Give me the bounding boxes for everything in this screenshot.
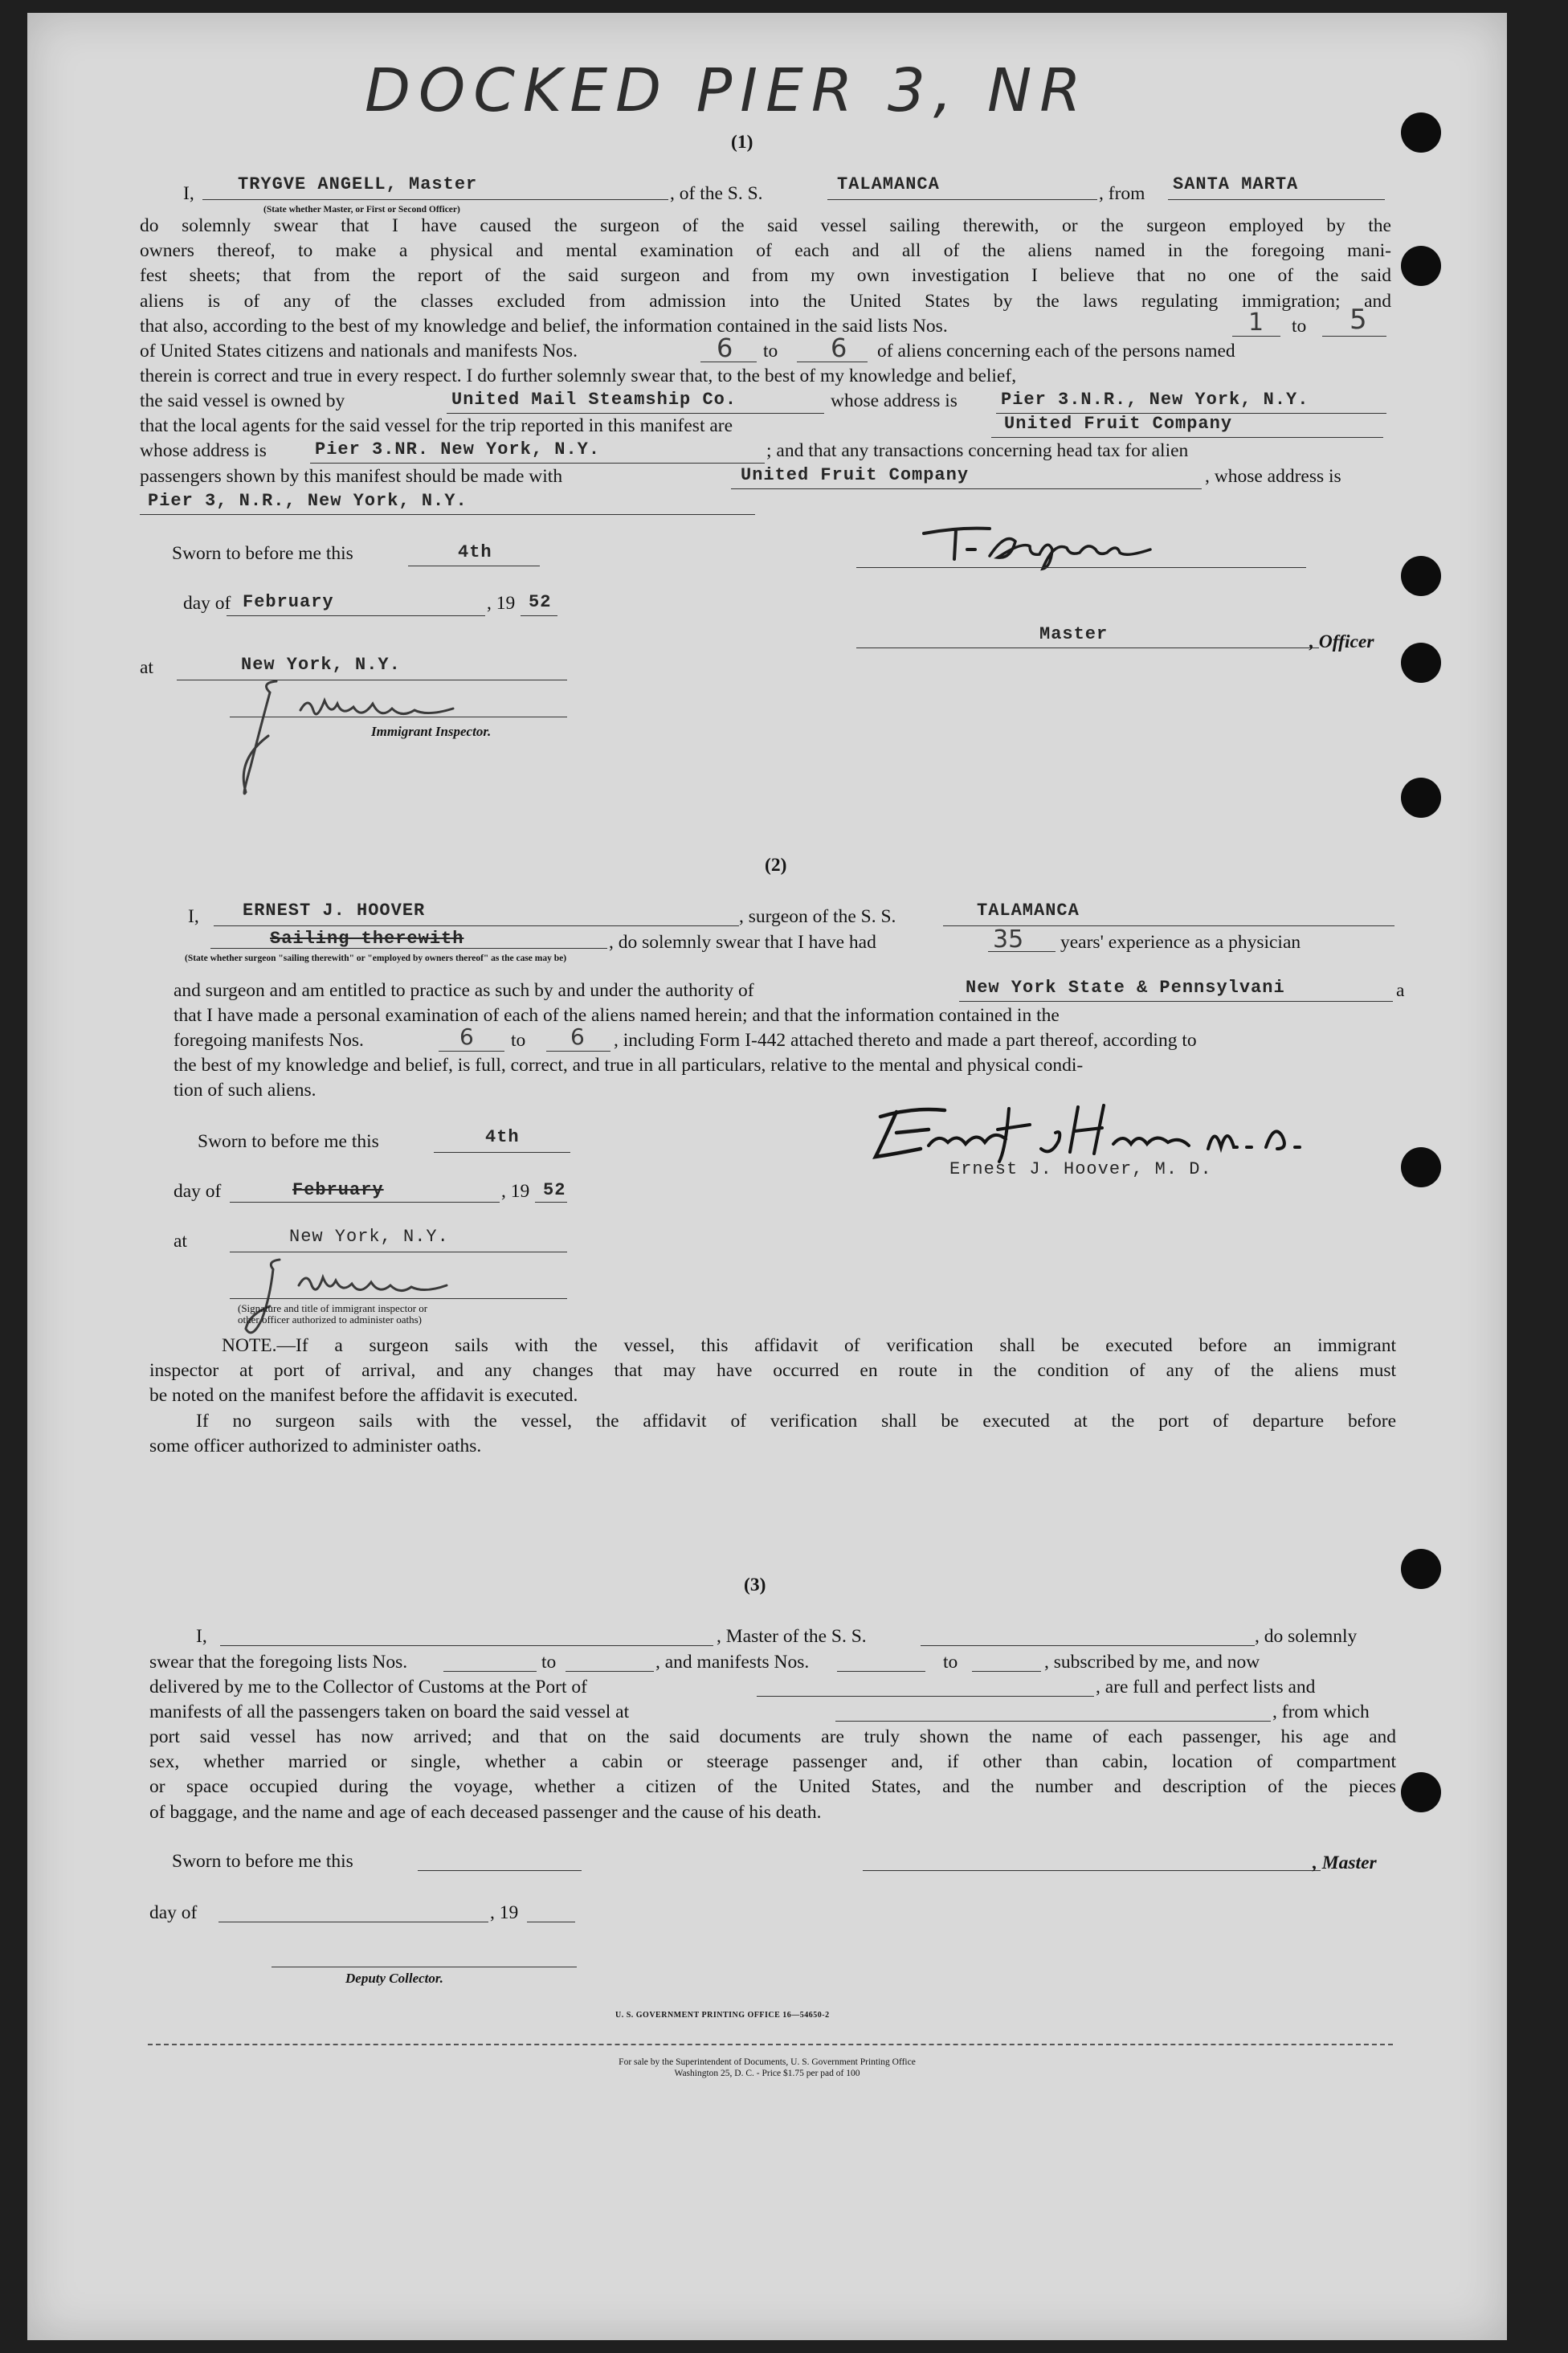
headtax-party-value: United Fruit Company [741, 465, 970, 485]
sec2-authority-text: and surgeon and am entitled to practice as such by and under the authority of [174, 980, 754, 1001]
sec3-solemnly-label: , do solemnly [1255, 1626, 1358, 1647]
sec3-i-label: I, [196, 1626, 207, 1647]
binder-hole [1401, 1147, 1441, 1187]
sec3-master-name-line [220, 1645, 713, 1646]
lists-from-value: 1 [1248, 308, 1264, 337]
agents-value: United Fruit Company [1004, 414, 1233, 434]
sec1-at-label: at [140, 657, 153, 678]
inspector-2-caption-1: (Signature and title of immigrant inspector or [238, 1302, 428, 1314]
sec2-tion-text: tion of such aliens. [174, 1080, 316, 1101]
sec1-sworn-month: February [243, 592, 334, 612]
sec1-sworn-day: 4th [458, 542, 492, 562]
authority-line [959, 1001, 1393, 1002]
master-signature [909, 509, 1247, 574]
sec1-correct-text: therein is correct and true in every respect. I do further solemnly swear that, to the best of my knowledge and belief, [140, 366, 1017, 386]
footer-sale-line: For sale by the Superintendent of Documents, U. S. Government Printing Office [619, 2057, 916, 2067]
sec2-examination-text: that I have made a personal examination of each of the aliens named herein; and that the information contained in the [174, 1005, 1060, 1026]
inspector-2-signature-line [230, 1298, 567, 1299]
agents-address-line [310, 463, 765, 464]
sec2-year-suffix: 52 [543, 1180, 566, 1200]
agents-address-value: Pier 3.NR. New York, N.Y. [315, 439, 601, 460]
sec2-manifests-from-value: 6 [459, 1023, 474, 1050]
headtax-address-line [140, 514, 755, 515]
sec2-foregoing-text: foregoing manifests Nos. [174, 1030, 364, 1051]
sec1-year-prefix: , 19 [487, 593, 516, 614]
sec3-subscribed-label: , subscribed by me, and now [1044, 1652, 1260, 1673]
sec1-owned-text: the said vessel is owned by [140, 390, 345, 411]
owner-value: United Mail Steamship Co. [451, 390, 737, 410]
sec3-oath-line: or space occupied during the voyage, whether a citizen of the United States, and the number and description of the pieces [149, 1776, 1396, 1798]
sec1-sworn-place: New York, N.Y. [241, 655, 401, 675]
master-signature-line [856, 567, 1306, 568]
sec3-lists-to-label: to [541, 1652, 557, 1673]
master-name-value: TRYGVE ANGELL, Master [238, 174, 478, 194]
sec3-manifests-of-label: manifests of all the passengers taken on board the said vessel at [149, 1701, 630, 1722]
sec3-master-signature-line [863, 1870, 1321, 1871]
sec3-lists-from-line [443, 1671, 537, 1672]
sec2-manifests-to-value: 6 [570, 1023, 585, 1050]
headtax-party-line [731, 488, 1202, 489]
manifests-to-label: to [763, 341, 778, 362]
master-title-line [856, 647, 1319, 648]
sec2-i-label: I, [188, 906, 199, 927]
sec3-lists-label: swear that the foregoing lists Nos. [149, 1652, 408, 1673]
lists-to-value: 5 [1350, 304, 1367, 336]
sec1-aliens-text: of aliens concerning each of the persons named [877, 341, 1235, 362]
vessel-value: TALAMANCA [837, 174, 940, 194]
years-line [988, 951, 1056, 952]
sec2-at-label: at [174, 1231, 187, 1252]
inspector-2-caption-2: other officer authorized to administer oaths) [238, 1313, 422, 1326]
sec2-sworn-label: Sworn to before me this [198, 1131, 379, 1152]
master-title-value: Master [1039, 624, 1109, 644]
surgeon-signature-typed: Ernest J. Hoover, M. D. [949, 1159, 1212, 1179]
sec1-lists-text: that also, according to the best of my knowledge and belief, the information contained in the said lists Nos. [140, 316, 948, 337]
sec2-manifests-from-line [439, 1051, 504, 1052]
manifests-to-value: 6 [831, 333, 847, 363]
sailing-value: Sailing therewith [270, 929, 464, 949]
authority-value: New York State & Pennsylvani [966, 978, 1285, 998]
years-value: 35 [993, 925, 1024, 954]
sec3-delivered-label: delivered by me to the Collector of Customs at the Port of [149, 1677, 587, 1697]
sec2-note-line: some officer authorized to administer oaths. [149, 1435, 482, 1456]
master-name-caption: (State whether Master, or First or Second Officer) [263, 205, 460, 214]
sec3-manifests-to-line [972, 1671, 1041, 1672]
sec1-sworn-month-line [227, 615, 485, 616]
sec3-collector-caption: Deputy Collector. [345, 1971, 443, 1986]
binder-hole [1401, 556, 1441, 596]
section-2-number: (2) [765, 855, 787, 876]
sec1-sworn-label: Sworn to before me this [172, 543, 353, 564]
sec3-year-prefix: , 19 [490, 1902, 519, 1923]
sec3-port-line [757, 1696, 1094, 1697]
vessel-line [827, 199, 1097, 200]
from-label: , from [1099, 183, 1145, 204]
sec3-sworn-label: Sworn to before me this [172, 1851, 353, 1872]
sec3-manifests-label: , and manifests Nos. [655, 1652, 810, 1673]
manifest-affidavit-sheet [27, 13, 1507, 2340]
authority-suffix: a [1396, 980, 1405, 1001]
sec2-note-line: inspector at port of arrival, and any changes that may have occurred en route in the condition of any of the aliens must [149, 1360, 1396, 1382]
officer-caption: , Officer [1309, 631, 1374, 652]
of-ss-label: , of the S. S. [670, 183, 763, 204]
sec3-master-caption: , Master [1313, 1853, 1377, 1873]
binder-hole [1401, 778, 1441, 818]
sec2-vessel-value: TALAMANCA [977, 901, 1080, 921]
sec3-from-which-label: , from which [1272, 1701, 1370, 1722]
sec2-note-paragraph [149, 1334, 1396, 1459]
sec2-form-text: , including Form I-442 attached thereto and made a part thereof, according to [614, 1030, 1197, 1051]
from-port-value: SANTA MARTA [1173, 174, 1299, 194]
sailing-line [210, 948, 607, 949]
sec1-manifests-text: of United States citizens and nationals and manifests Nos. [140, 341, 578, 362]
footer-rule [148, 2044, 1393, 2045]
gpo-imprint: U. S. GOVERNMENT PRINTING OFFICE 16—54650-2 [615, 2011, 830, 2020]
sec3-vessel-line [921, 1645, 1255, 1646]
sec2-manifests-to-line [546, 1051, 610, 1052]
owner-address-label: whose address is [831, 390, 958, 411]
sec2-to-label: to [511, 1030, 526, 1051]
sec2-year-prefix: , 19 [501, 1181, 530, 1202]
headtax-address-value: Pier 3, N.R., New York, N.Y. [148, 491, 468, 511]
sec3-lists-to-line [566, 1671, 654, 1672]
binder-hole [1401, 1772, 1441, 1812]
sec3-sworn-day-line [418, 1870, 582, 1871]
sec3-boarded-at-line [835, 1721, 1271, 1722]
agents-line [991, 437, 1383, 438]
sec3-oath-line: port said vessel has now arrived; and that on the said documents are truly shown the name of each passenger, his age and [149, 1726, 1396, 1747]
sec1-oath-line: do solemnly swear that I have caused the surgeon of the said vessel sailing therewith, or the surgeon employed by the [140, 215, 1391, 236]
sec2-note-line: If no surgeon sails with the vessel, the affidavit of verification shall be executed at the port of departure before [196, 1410, 1396, 1432]
sec2-sworn-month: February [292, 1180, 384, 1200]
section-1-number: (1) [731, 132, 753, 153]
sec2-belief-text: the best of my knowledge and belief, is full, correct, and true in all particulars, relative to the mental and physical condi- [174, 1055, 1084, 1076]
manifests-from-value: 6 [717, 333, 733, 363]
binder-hole [1401, 1549, 1441, 1589]
lists-from-line [1232, 336, 1280, 337]
inspector-caption: Immigrant Inspector. [371, 724, 492, 739]
sec1-agents-text: that the local agents for the said vessel for the trip reported in this manifest are [140, 415, 733, 436]
agents-address-label: whose address is [140, 440, 267, 461]
binder-hole [1401, 246, 1441, 286]
section-3-number: (3) [744, 1575, 766, 1595]
sec3-oath-line: sex, whether married or single, whether a cabin or steerage passenger and, if other than cabin, location of compartment [149, 1751, 1396, 1773]
sec2-day-of-label: day of [174, 1181, 222, 1202]
sec1-headtax-text: ; and that any transactions concerning head tax for alien [766, 440, 1189, 461]
sec1-oath-line: owners thereof, to make a physical and mental examination of each and all of the aliens named in the foregoing mani- [140, 240, 1391, 262]
sec1-oath-line: aliens is of any of the classes excluded from admission into the United States by the laws regulating immigration; and [140, 290, 1391, 312]
sec1-year-suffix: 52 [529, 592, 552, 612]
surgeon-name-value: ERNEST J. HOOVER [243, 901, 426, 921]
sec2-note-line: be noted on the manifest before the affidavit is executed. [149, 1385, 578, 1407]
sec1-whose-address-text: , whose address is [1205, 466, 1341, 487]
docked-pier-handwriting: DOCKED PIER 3, NR [365, 56, 1089, 125]
binder-hole [1401, 643, 1441, 683]
sec2-sworn-place: New York, N.Y. [289, 1227, 449, 1247]
sec2-surgeon-caption: (State whether surgeon "sailing therewith" or "employed by owners thereof" as the case may be) [185, 954, 567, 963]
binder-hole [1401, 112, 1441, 153]
sec1-oath-line: fest sheets; that from the report of the said surgeon and from my own investigation I believe that no one of the said [140, 265, 1391, 287]
sec3-manifests-from-line [837, 1671, 925, 1672]
surgeon-of-label: , surgeon of the S. S. [739, 906, 896, 927]
sec2-sworn-month-line [230, 1202, 500, 1203]
sec3-manifests-to-label: to [943, 1652, 958, 1673]
sec2-experience-text: years' experience as a physician [1060, 932, 1301, 953]
from-port-line [1168, 199, 1385, 200]
owner-address-value: Pier 3.N.R., New York, N.Y. [1001, 390, 1309, 410]
inspector-signature [212, 672, 549, 808]
sec2-note-line: NOTE.—If a surgeon sails with the vessel, this affidavit of verification shall be executed before an immigrant [222, 1335, 1396, 1356]
sec1-day-of-label: day of [183, 593, 231, 614]
sec3-master-of-label: , Master of the S. S. [717, 1626, 867, 1647]
sec2-swear-text: , do solemnly swear that I have had [609, 932, 876, 953]
sec2-sworn-day-line [434, 1152, 570, 1153]
sec3-perfect-lists-label: , are full and perfect lists and [1096, 1677, 1316, 1697]
sec1-i-label: I, [183, 183, 194, 204]
sec3-day-of-label: day of [149, 1902, 198, 1923]
sec2-year-line [535, 1202, 567, 1203]
sec3-oath-paragraph [149, 1725, 1396, 1825]
sec1-passengers-text: passengers shown by this manifest should be made with [140, 466, 563, 487]
lists-to-line [1322, 336, 1386, 337]
sec1-oath-paragraph [140, 214, 1391, 314]
lists-to-label: to [1292, 316, 1307, 337]
master-name-line [202, 199, 668, 200]
sec3-oath-line: of baggage, and the name and age of each deceased passenger and the cause of his death. [149, 1801, 822, 1823]
sec1-year-line [521, 615, 557, 616]
sec2-sworn-day: 4th [485, 1127, 520, 1147]
footer-price-line: Washington 25, D. C. - Price $1.75 per pad of 100 [674, 2069, 860, 2078]
